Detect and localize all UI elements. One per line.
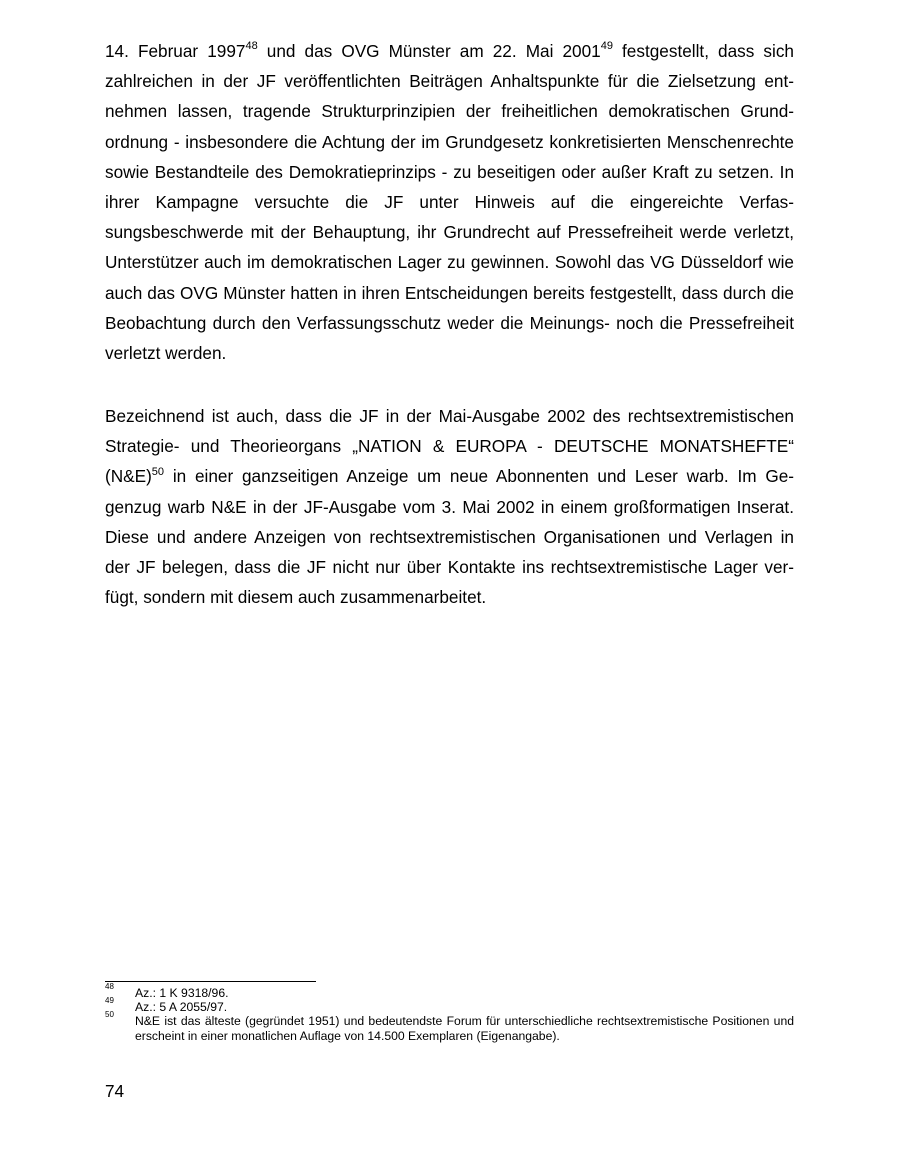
footnote-ref-49[interactable]: 49	[600, 40, 613, 53]
paragraph-1-text-a: 14. Februar 1997	[105, 41, 246, 61]
footnote-ref-50[interactable]: 50	[151, 465, 165, 478]
paragraph-1-text-b: und das OVG Münster am 22. Mai 2001	[257, 41, 601, 61]
footnote-separator	[105, 981, 316, 982]
footnote-number: 48	[105, 982, 114, 991]
footnote-text: Az.: 5 A 2055/97.	[135, 1000, 228, 1015]
body-paragraph-1	[105, 36, 794, 368]
page-number: 74	[105, 1081, 125, 1101]
footnote-text: Az.: 1 K 9318/96.	[135, 986, 229, 1000]
footnote-50	[105, 1010, 794, 1043]
paragraph-2-text-b: in einer ganzseitigen Anzeige um neue Abonnenten und Leser warb. Im Gegenzug warb N&E in der JF-Ausgabe vom 3. Mai 2002 in einem großformatigen Inserat. Diese und andere Anzeigen von rechtsextremistischen Organisationen und Verlagen in der JF belegen, dass die JF nicht nur über Kontakte ins rechtsextremistische Lager verfügt, sondern mit diesem auch zusammenarbeitet.	[105, 466, 794, 608]
footnotes	[105, 982, 794, 1043]
paragraph-1-text-c: festgestellt, dass sich zahlreichen in der JF veröffentlichten Beiträgen Anhaltspunkte für die Zielsetzung entnehmen lassen, tragende Strukturprinzipien der freiheitlichen demokratischen Grundordnung - insbesondere die Achtung der im Grundgesetz konkretisierten Menschenrechte sowie Bestandteile des Demokratieprinzips - zu beseitigen oder außer Kraft zu setzen. In ihrer Kampagne versuchte die JF unter Hinweis auf die eingereichte Verfassungsbeschwerde mit der Behauptung, ihr Grundrecht auf Pressefreiheit werde verletzt, Unterstützer auch im demokratischen Lager zu gewinnen. Sowohl das VG Düsseldorf wie auch das OVG Münster hatten in ihren Entscheidungen bereits festgestellt, dass durch die Beobachtung durch den Verfassungsschutz weder die Meinungs- noch die Pressefreiheit verletzt werden.	[105, 41, 794, 364]
footnote-number: 50	[105, 1010, 114, 1020]
paragraph-2-text-a: Bezeichnend ist auch, dass die JF in der Mai-Ausgabe 2002 des rechtsextremistischen Strategie- und Theorieorgans „NATION & EUROPA - DEUTSCHE MONATSHEFTE“ (N&E)	[105, 406, 794, 487]
footnote-48	[105, 982, 794, 1000]
footnote-number: 49	[105, 996, 114, 1006]
body-paragraph-2	[105, 401, 794, 612]
footnote-ref-48[interactable]: 48	[245, 40, 258, 53]
footnote-text: N&E ist das älteste (gegründet 1951) und bedeutendste Forum für unterschiedliche rechtsextremistische Positionen und erscheint in einer monatlichen Auflage von 14.500 Exemplaren (Eigenangabe).	[135, 1014, 794, 1043]
